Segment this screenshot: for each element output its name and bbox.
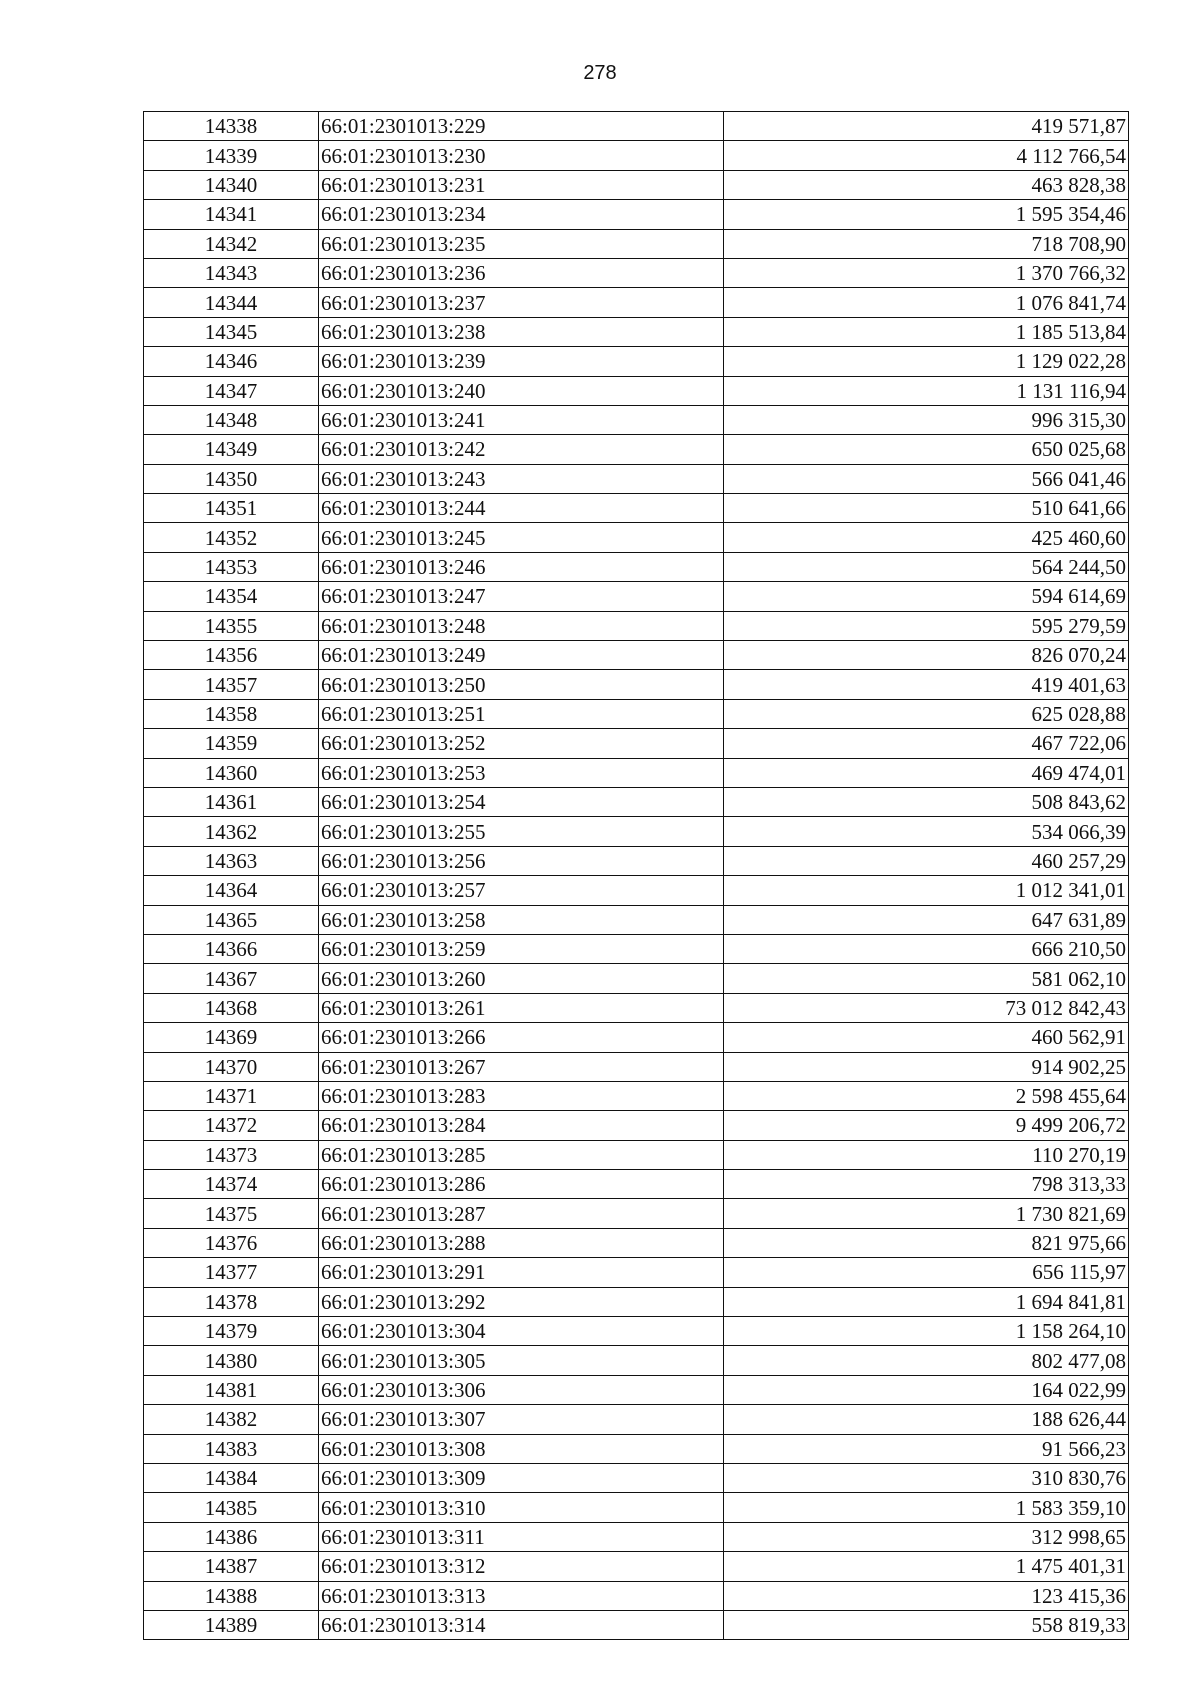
row-number-cell: 14382 [144,1405,319,1434]
cadastral-value-cell: 312 998,65 [724,1522,1129,1551]
row-number-cell: 14375 [144,1199,319,1228]
cadastral-number-cell: 66:01:2301013:287 [319,1199,724,1228]
cadastral-value-table [143,111,1129,1640]
cadastral-value-cell: 2 598 455,64 [724,1081,1129,1110]
row-number-cell: 14371 [144,1081,319,1110]
table-row [144,1170,1129,1199]
cadastral-value-cell: 91 566,23 [724,1434,1129,1463]
cadastral-value-cell: 625 028,88 [724,699,1129,728]
cadastral-value-cell: 310 830,76 [724,1463,1129,1492]
row-number-cell: 14362 [144,817,319,846]
row-number-cell: 14377 [144,1258,319,1287]
row-number-cell: 14344 [144,288,319,317]
row-number-cell: 14381 [144,1375,319,1404]
cadastral-number-cell: 66:01:2301013:231 [319,170,724,199]
cadastral-value-cell: 802 477,08 [724,1346,1129,1375]
cadastral-value-cell: 1 158 264,10 [724,1317,1129,1346]
row-number-cell: 14376 [144,1228,319,1257]
table-row [144,464,1129,493]
row-number-cell: 14353 [144,552,319,581]
row-number-cell: 14374 [144,1170,319,1199]
cadastral-value-cell: 463 828,38 [724,170,1129,199]
table-row [144,1023,1129,1052]
table-row [144,1552,1129,1581]
cadastral-value-cell: 467 722,06 [724,729,1129,758]
cadastral-value-cell: 123 415,36 [724,1581,1129,1610]
cadastral-number-cell: 66:01:2301013:291 [319,1258,724,1287]
cadastral-number-cell: 66:01:2301013:259 [319,934,724,963]
cadastral-number-cell: 66:01:2301013:242 [319,435,724,464]
cadastral-value-cell: 656 115,97 [724,1258,1129,1287]
row-number-cell: 14345 [144,317,319,346]
cadastral-number-cell: 66:01:2301013:237 [319,288,724,317]
table-row [144,1287,1129,1316]
cadastral-value-cell: 650 025,68 [724,435,1129,464]
cadastral-value-cell: 469 474,01 [724,758,1129,787]
row-number-cell: 14349 [144,435,319,464]
cadastral-number-cell: 66:01:2301013:255 [319,817,724,846]
row-number-cell: 14355 [144,611,319,640]
row-number-cell: 14373 [144,1140,319,1169]
table-row [144,670,1129,699]
table-row [144,817,1129,846]
cadastral-value-cell: 425 460,60 [724,523,1129,552]
table-row [144,376,1129,405]
table-row [144,1581,1129,1610]
cadastral-value-cell: 566 041,46 [724,464,1129,493]
row-number-cell: 14351 [144,494,319,523]
row-number-cell: 14364 [144,876,319,905]
cadastral-value-cell: 826 070,24 [724,641,1129,670]
table-row [144,787,1129,816]
row-number-cell: 14347 [144,376,319,405]
table-row [144,699,1129,728]
row-number-cell: 14379 [144,1317,319,1346]
table-body [144,112,1129,1640]
table-row [144,1228,1129,1257]
row-number-cell: 14339 [144,141,319,170]
table-row [144,993,1129,1022]
cadastral-value-cell: 594 614,69 [724,582,1129,611]
row-number-cell: 14368 [144,993,319,1022]
cadastral-number-cell: 66:01:2301013:260 [319,964,724,993]
row-number-cell: 14383 [144,1434,319,1463]
row-number-cell: 14386 [144,1522,319,1551]
cadastral-value-cell: 996 315,30 [724,405,1129,434]
cadastral-value-cell: 1 131 116,94 [724,376,1129,405]
row-number-cell: 14384 [144,1463,319,1492]
cadastral-number-cell: 66:01:2301013:284 [319,1111,724,1140]
cadastral-value-cell: 1 595 354,46 [724,200,1129,229]
cadastral-number-cell: 66:01:2301013:246 [319,552,724,581]
row-number-cell: 14338 [144,112,319,141]
cadastral-value-cell: 914 902,25 [724,1052,1129,1081]
cadastral-number-cell: 66:01:2301013:306 [319,1375,724,1404]
cadastral-value-cell: 564 244,50 [724,552,1129,581]
row-number-cell: 14357 [144,670,319,699]
row-number-cell: 14356 [144,641,319,670]
cadastral-value-cell: 510 641,66 [724,494,1129,523]
cadastral-number-cell: 66:01:2301013:243 [319,464,724,493]
cadastral-number-cell: 66:01:2301013:266 [319,1023,724,1052]
table-row [144,435,1129,464]
cadastral-number-cell: 66:01:2301013:283 [319,1081,724,1110]
row-number-cell: 14380 [144,1346,319,1375]
cadastral-number-cell: 66:01:2301013:238 [319,317,724,346]
table-row [144,641,1129,670]
table-row [144,582,1129,611]
table-row [144,1258,1129,1287]
cadastral-number-cell: 66:01:2301013:251 [319,699,724,728]
cadastral-value-cell: 558 819,33 [724,1610,1129,1639]
table-row [144,141,1129,170]
cadastral-value-cell: 798 313,33 [724,1170,1129,1199]
cadastral-value-cell: 460 562,91 [724,1023,1129,1052]
cadastral-number-cell: 66:01:2301013:236 [319,258,724,287]
cadastral-number-cell: 66:01:2301013:307 [319,1405,724,1434]
cadastral-number-cell: 66:01:2301013:235 [319,229,724,258]
row-number-cell: 14346 [144,347,319,376]
table-row [144,1493,1129,1522]
row-number-cell: 14366 [144,934,319,963]
row-number-cell: 14389 [144,1610,319,1639]
table-row [144,846,1129,875]
table-row [144,905,1129,934]
row-number-cell: 14385 [144,1493,319,1522]
cadastral-value-cell: 1 012 341,01 [724,876,1129,905]
row-number-cell: 14342 [144,229,319,258]
cadastral-number-cell: 66:01:2301013:248 [319,611,724,640]
row-number-cell: 14340 [144,170,319,199]
cadastral-value-cell: 647 631,89 [724,905,1129,934]
table-row [144,258,1129,287]
cadastral-value-cell: 508 843,62 [724,787,1129,816]
cadastral-value-cell: 1 129 022,28 [724,347,1129,376]
cadastral-number-cell: 66:01:2301013:285 [319,1140,724,1169]
cadastral-number-cell: 66:01:2301013:308 [319,1434,724,1463]
row-number-cell: 14352 [144,523,319,552]
table-row [144,1111,1129,1140]
cadastral-number-cell: 66:01:2301013:261 [319,993,724,1022]
row-number-cell: 14354 [144,582,319,611]
table-row [144,1199,1129,1228]
row-number-cell: 14388 [144,1581,319,1610]
cadastral-value-cell: 1 185 513,84 [724,317,1129,346]
row-number-cell: 14372 [144,1111,319,1140]
cadastral-value-cell: 821 975,66 [724,1228,1129,1257]
row-number-cell: 14365 [144,905,319,934]
cadastral-number-cell: 66:01:2301013:250 [319,670,724,699]
table-row [144,934,1129,963]
table-row [144,523,1129,552]
row-number-cell: 14341 [144,200,319,229]
cadastral-number-cell: 66:01:2301013:253 [319,758,724,787]
cadastral-number-cell: 66:01:2301013:230 [319,141,724,170]
cadastral-number-cell: 66:01:2301013:288 [319,1228,724,1257]
table-row [144,229,1129,258]
table-row [144,964,1129,993]
cadastral-value-cell: 460 257,29 [724,846,1129,875]
cadastral-value-cell: 419 571,87 [724,112,1129,141]
row-number-cell: 14363 [144,846,319,875]
cadastral-value-cell: 1 694 841,81 [724,1287,1129,1316]
table-row [144,1522,1129,1551]
row-number-cell: 14350 [144,464,319,493]
table-row [144,1317,1129,1346]
table-row [144,552,1129,581]
cadastral-value-cell: 419 401,63 [724,670,1129,699]
cadastral-value-cell: 188 626,44 [724,1405,1129,1434]
table-row [144,611,1129,640]
cadastral-number-cell: 66:01:2301013:286 [319,1170,724,1199]
cadastral-number-cell: 66:01:2301013:229 [319,112,724,141]
cadastral-number-cell: 66:01:2301013:234 [319,200,724,229]
page-number: 278 [583,62,617,84]
cadastral-number-cell: 66:01:2301013:239 [319,347,724,376]
cadastral-number-cell: 66:01:2301013:247 [319,582,724,611]
table-row [144,405,1129,434]
cadastral-number-cell: 66:01:2301013:258 [319,905,724,934]
row-number-cell: 14369 [144,1023,319,1052]
cadastral-value-cell: 110 270,19 [724,1140,1129,1169]
table-row [144,1140,1129,1169]
row-number-cell: 14370 [144,1052,319,1081]
cadastral-value-cell: 1 076 841,74 [724,288,1129,317]
table-row [144,170,1129,199]
table-row [144,876,1129,905]
cadastral-value-cell: 164 022,99 [724,1375,1129,1404]
cadastral-number-cell: 66:01:2301013:254 [319,787,724,816]
table-row [144,347,1129,376]
row-number-cell: 14343 [144,258,319,287]
cadastral-number-cell: 66:01:2301013:257 [319,876,724,905]
table-row [144,1375,1129,1404]
row-number-cell: 14360 [144,758,319,787]
row-number-cell: 14378 [144,1287,319,1316]
table-row [144,288,1129,317]
cadastral-number-cell: 66:01:2301013:249 [319,641,724,670]
row-number-cell: 14348 [144,405,319,434]
table-row [144,112,1129,141]
cadastral-value-cell: 4 112 766,54 [724,141,1129,170]
cadastral-value-cell: 534 066,39 [724,817,1129,846]
cadastral-value-cell: 718 708,90 [724,229,1129,258]
row-number-cell: 14361 [144,787,319,816]
cadastral-number-cell: 66:01:2301013:245 [319,523,724,552]
table-row [144,729,1129,758]
cadastral-number-cell: 66:01:2301013:312 [319,1552,724,1581]
table-row [144,1610,1129,1639]
row-number-cell: 14367 [144,964,319,993]
cadastral-value-cell: 1 730 821,69 [724,1199,1129,1228]
row-number-cell: 14359 [144,729,319,758]
cadastral-number-cell: 66:01:2301013:252 [319,729,724,758]
cadastral-value-cell: 666 210,50 [724,934,1129,963]
cadastral-number-cell: 66:01:2301013:256 [319,846,724,875]
cadastral-number-cell: 66:01:2301013:305 [319,1346,724,1375]
cadastral-value-cell: 1 475 401,31 [724,1552,1129,1581]
cadastral-number-cell: 66:01:2301013:244 [319,494,724,523]
cadastral-value-cell: 581 062,10 [724,964,1129,993]
cadastral-number-cell: 66:01:2301013:313 [319,1581,724,1610]
cadastral-value-cell: 1 583 359,10 [724,1493,1129,1522]
row-number-cell: 14387 [144,1552,319,1581]
cadastral-number-cell: 66:01:2301013:310 [319,1493,724,1522]
table-row [144,494,1129,523]
cadastral-number-cell: 66:01:2301013:314 [319,1610,724,1639]
table-row [144,1346,1129,1375]
table-row [144,1081,1129,1110]
table-row [144,758,1129,787]
cadastral-value-cell: 595 279,59 [724,611,1129,640]
cadastral-number-cell: 66:01:2301013:311 [319,1522,724,1551]
cadastral-number-cell: 66:01:2301013:240 [319,376,724,405]
cadastral-value-cell: 9 499 206,72 [724,1111,1129,1140]
table-row [144,1434,1129,1463]
table-row [144,317,1129,346]
cadastral-number-cell: 66:01:2301013:241 [319,405,724,434]
table-row [144,200,1129,229]
cadastral-number-cell: 66:01:2301013:309 [319,1463,724,1492]
row-number-cell: 14358 [144,699,319,728]
table-row [144,1463,1129,1492]
table-row [144,1405,1129,1434]
cadastral-value-cell: 1 370 766,32 [724,258,1129,287]
cadastral-number-cell: 66:01:2301013:292 [319,1287,724,1316]
cadastral-value-cell: 73 012 842,43 [724,993,1129,1022]
table-row [144,1052,1129,1081]
cadastral-number-cell: 66:01:2301013:267 [319,1052,724,1081]
cadastral-number-cell: 66:01:2301013:304 [319,1317,724,1346]
